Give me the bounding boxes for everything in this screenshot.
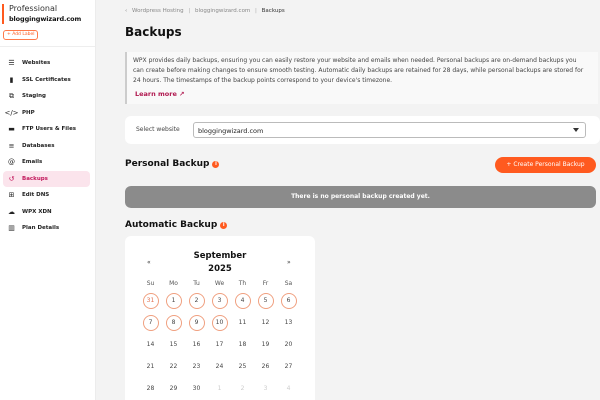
- sidebar-item-label: Plan Details: [22, 225, 60, 232]
- calendar-title: [185, 250, 255, 276]
- database-icon: ≡: [8, 141, 15, 150]
- day-number: 17: [215, 341, 224, 348]
- add-label-button[interactable]: + Add Label: [3, 30, 38, 40]
- day-number: 15: [169, 341, 178, 348]
- calendar-day-with-backup[interactable]: [185, 290, 208, 312]
- plan-name: Professional: [9, 4, 58, 13]
- automatic-backup-heading: Automatic Backup: [125, 220, 218, 230]
- day-number: 2: [240, 385, 245, 392]
- calendar-day-with-backup[interactable]: [231, 290, 254, 312]
- day-number: 3: [212, 293, 228, 309]
- bar-chart-icon: ▥: [8, 224, 15, 233]
- sidebar-item-label: PHP: [22, 109, 35, 116]
- breadcrumb: [125, 8, 285, 14]
- sidebar-item-label: FTP Users & Files: [22, 126, 77, 133]
- calendar-month: September: [193, 251, 247, 261]
- next-month-button[interactable]: »: [287, 259, 291, 266]
- calendar-day-with-backup[interactable]: [185, 312, 208, 334]
- sidebar-item-wpx-xdn[interactable]: [3, 204, 90, 221]
- account-domain: bloggingwizard.com: [9, 15, 82, 23]
- calendar-day-with-backup[interactable]: [139, 290, 162, 312]
- calendar-day[interactable]: [208, 356, 231, 378]
- calendar-day-with-backup[interactable]: [162, 312, 185, 334]
- calendar-day[interactable]: [139, 356, 162, 378]
- calendar-day[interactable]: [254, 312, 277, 334]
- calendar-day[interactable]: [162, 356, 185, 378]
- sidebar-item-label: Emails: [22, 159, 43, 166]
- calendar-day-with-backup[interactable]: [254, 290, 277, 312]
- at-icon: @: [8, 158, 15, 167]
- sidebar-item-databases[interactable]: [3, 138, 90, 155]
- sidebar-item-emails[interactable]: [3, 154, 90, 171]
- calendar-day: [254, 378, 277, 400]
- day-number: 14: [146, 341, 155, 348]
- calendar-day[interactable]: [231, 334, 254, 356]
- calendar-day-with-backup[interactable]: [208, 312, 231, 334]
- day-number: 24: [215, 363, 224, 370]
- learn-more-link[interactable]: Learn more ↗: [135, 90, 185, 98]
- info-icon[interactable]: i: [220, 222, 227, 229]
- calendar-day[interactable]: [254, 356, 277, 378]
- calendar-week: [139, 312, 307, 334]
- day-number: 26: [261, 363, 270, 370]
- day-number: 19: [261, 341, 270, 348]
- day-number: 11: [238, 319, 247, 326]
- sidebar-item-ftp-users-files[interactable]: [3, 121, 90, 138]
- day-number: 27: [284, 363, 293, 370]
- day-number: 4: [235, 293, 251, 309]
- weekday-label: Fr: [262, 280, 269, 287]
- caret-down-icon: [573, 128, 579, 132]
- calendar-day-with-backup[interactable]: [139, 312, 162, 334]
- weekday-label: We: [214, 280, 225, 287]
- calendar-day[interactable]: [277, 312, 300, 334]
- calendar-day[interactable]: [185, 378, 208, 400]
- day-number: 29: [169, 385, 178, 392]
- calendar-grid: [139, 278, 307, 400]
- info-icon[interactable]: i: [212, 161, 219, 168]
- breadcrumb-item-current: Backups: [261, 8, 285, 14]
- sidebar-item-staging[interactable]: [3, 88, 90, 105]
- day-number: 20: [284, 341, 293, 348]
- calendar-week: [139, 290, 307, 312]
- website-select-card: [125, 116, 600, 144]
- breadcrumb-item-domain[interactable]: bloggingwizard.com: [194, 8, 251, 14]
- calendar-day-with-backup[interactable]: [277, 290, 300, 312]
- day-number: 12: [261, 319, 270, 326]
- certificate-icon: ▮: [9, 75, 14, 84]
- calendar-day[interactable]: [277, 334, 300, 356]
- website-select-value: bloggingwizard.com: [198, 127, 264, 135]
- calendar-day[interactable]: [185, 334, 208, 356]
- sidebar-item-php[interactable]: [3, 105, 90, 122]
- sidebar-item-ssl-certificates[interactable]: [3, 72, 90, 89]
- sidebar-item-label: SSL Certificates: [22, 76, 71, 83]
- day-number: 18: [238, 341, 247, 348]
- server-icon: ☰: [8, 59, 15, 68]
- day-number: 13: [284, 319, 293, 326]
- calendar-year: 2025: [208, 264, 232, 274]
- day-number: 25: [238, 363, 247, 370]
- select-website-label: Select website: [136, 126, 180, 133]
- calendar-week: [139, 356, 307, 378]
- sidebar-nav: [3, 55, 90, 237]
- weekday-label: Th: [238, 280, 247, 287]
- day-number: 30: [192, 385, 201, 392]
- sidebar-item-label: Backups: [22, 175, 48, 182]
- calendar-day[interactable]: [162, 378, 185, 400]
- sidebar: [0, 0, 96, 400]
- calendar-day[interactable]: [277, 356, 300, 378]
- calendar-day[interactable]: [231, 312, 254, 334]
- calendar-day[interactable]: [162, 334, 185, 356]
- weekday-label: Tu: [193, 280, 200, 287]
- day-number: 3: [263, 385, 268, 392]
- day-number: 6: [281, 293, 297, 309]
- calendar-day-with-backup[interactable]: [162, 290, 185, 312]
- network-icon: ⊞: [8, 191, 15, 200]
- staging-icon: ⧉: [9, 91, 14, 100]
- sidebar-item-edit-dns[interactable]: [3, 187, 90, 204]
- breadcrumb-separator: |: [188, 8, 191, 14]
- cloud-icon: ☁: [8, 207, 15, 216]
- empty-state-message: There is no personal backup created yet.: [125, 186, 596, 208]
- day-number: 9: [189, 315, 205, 331]
- account-header: [2, 4, 92, 24]
- sidebar-item-label: Edit DNS: [22, 192, 50, 199]
- info-box: [125, 52, 598, 104]
- calendar-week: [139, 334, 307, 356]
- info-text: WPX provides daily backups, ensuring you can easily restore your website and emails when needed. Personal backups are on-demand backups you can create before making changes to ensure smooth testing. Automatic daily backups are retained for 28 days, while personal backups are stored for 24 hours. The timestamps of the backup points correspond to your device's timezone.: [133, 57, 584, 84]
- calendar-week: [139, 378, 307, 400]
- sidebar-item-plan-details[interactable]: [3, 220, 90, 237]
- sidebar-item-label: WPX XDN: [22, 208, 52, 215]
- code-icon: </>: [4, 108, 19, 117]
- personal-backup-title: [125, 159, 219, 169]
- day-number: 7: [143, 315, 159, 331]
- create-personal-backup-button[interactable]: + Create Personal Backup: [495, 157, 596, 173]
- restore-icon: ↺: [8, 174, 15, 183]
- day-number: 1: [166, 293, 182, 309]
- calendar-day: [277, 378, 300, 400]
- day-number: 4: [286, 385, 291, 392]
- calendar-day-with-backup[interactable]: [208, 290, 231, 312]
- day-number: 23: [192, 363, 201, 370]
- folder-icon: ▬: [8, 125, 15, 134]
- calendar-day[interactable]: [254, 334, 277, 356]
- day-number: 8: [166, 315, 182, 331]
- calendar-day: [208, 378, 231, 400]
- weekday-header: [139, 278, 307, 290]
- website-select[interactable]: [193, 122, 586, 138]
- automatic-backup-title: [125, 220, 227, 230]
- sidebar-item-label: Staging: [22, 93, 46, 100]
- day-number: 22: [169, 363, 178, 370]
- weekday-label: Sa: [284, 280, 293, 287]
- prev-month-button[interactable]: «: [147, 259, 151, 266]
- day-number: 16: [192, 341, 201, 348]
- day-number: 31: [143, 293, 159, 309]
- day-number: 10: [212, 315, 228, 331]
- day-number: 2: [189, 293, 205, 309]
- sidebar-item-websites[interactable]: [3, 55, 90, 72]
- calendar-day[interactable]: [139, 378, 162, 400]
- sidebar-item-backups[interactable]: [3, 171, 90, 188]
- day-number: 5: [258, 293, 274, 309]
- weekday-label: Su: [146, 280, 155, 287]
- sidebar-item-label: Websites: [22, 60, 51, 67]
- back-chevron-icon[interactable]: ‹: [125, 8, 128, 14]
- backup-calendar: [125, 236, 315, 400]
- calendar-day[interactable]: [185, 356, 208, 378]
- calendar-day[interactable]: [231, 356, 254, 378]
- breadcrumb-separator: |: [255, 8, 257, 14]
- sidebar-divider: [0, 46, 95, 47]
- sidebar-item-label: Databases: [22, 142, 55, 149]
- weekday-label: Mo: [169, 280, 178, 287]
- day-number: 21: [146, 363, 155, 370]
- breadcrumb-item-hosting[interactable]: Wordpress Hosting: [131, 8, 184, 14]
- calendar-day: [231, 378, 254, 400]
- calendar-day[interactable]: [208, 334, 231, 356]
- personal-backup-heading: Personal Backup: [125, 159, 210, 169]
- day-number: 1: [217, 385, 222, 392]
- page-title: Backups: [125, 25, 182, 39]
- day-number: 28: [146, 385, 155, 392]
- calendar-day[interactable]: [139, 334, 162, 356]
